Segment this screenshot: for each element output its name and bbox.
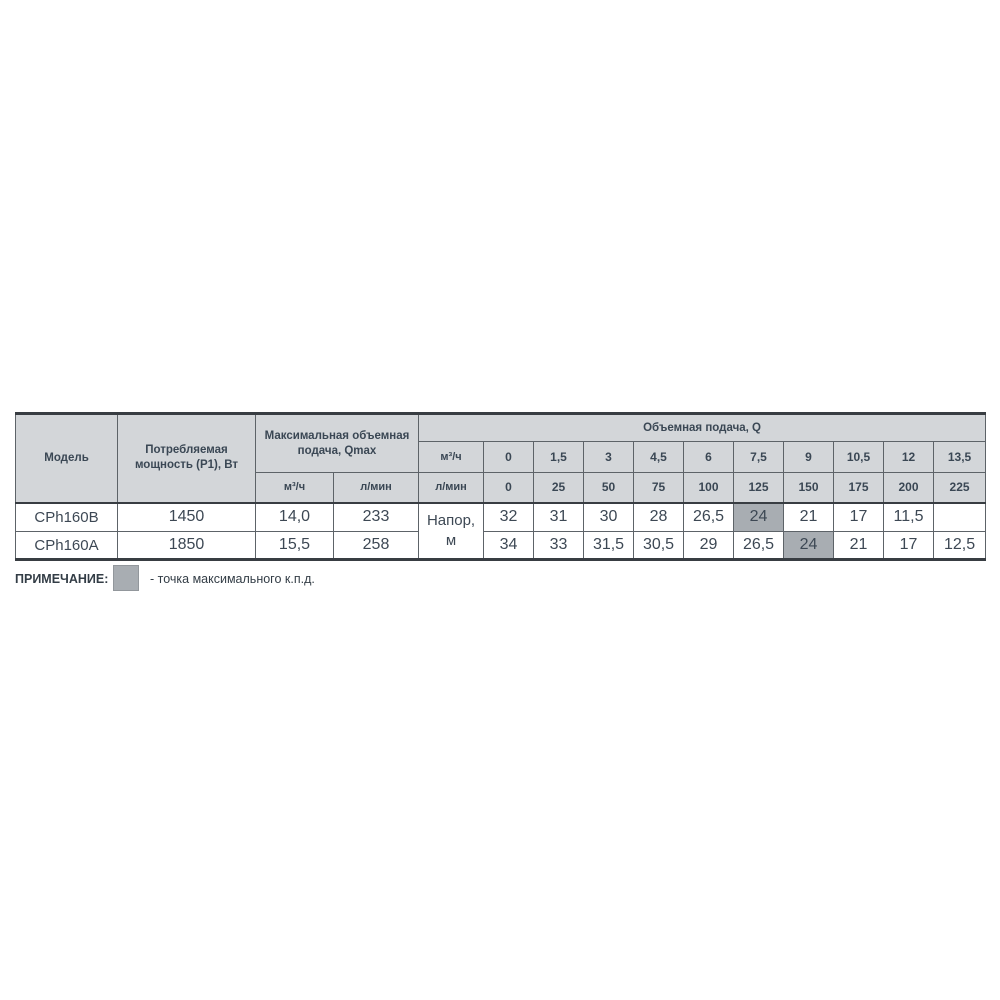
flow-lmin-4: 100 — [684, 473, 734, 503]
qmax-m3h-1: 15,5 — [256, 532, 334, 560]
col-header-power: Потребляемая мощность (P1), Вт — [118, 414, 256, 503]
head-value-1-3: 30,5 — [634, 532, 684, 560]
head-label-line2: м — [445, 531, 457, 549]
head-value-0-1: 31 — [534, 503, 584, 532]
flow-lmin-2: 50 — [584, 473, 634, 503]
flow-m3h-1: 1,5 — [534, 442, 584, 473]
col-header-flow: Объемная подача, Q — [419, 414, 986, 442]
head-value-1-7: 21 — [834, 532, 884, 560]
qmax-lmin-0: 233 — [334, 503, 419, 532]
flow-m3h-3: 4,5 — [634, 442, 684, 473]
head-value-0-2: 30 — [584, 503, 634, 532]
spec-table-wrap — [15, 412, 985, 561]
head-value-0-8: 11,5 — [884, 503, 934, 532]
head-value-0-4: 26,5 — [684, 503, 734, 532]
flow-lmin-7: 175 — [834, 473, 884, 503]
flow-lmin-9: 225 — [934, 473, 986, 503]
flow-m3h-4: 6 — [684, 442, 734, 473]
flow-lmin-0: 0 — [484, 473, 534, 503]
qmax-unit-m3h: м³/ч — [256, 473, 334, 503]
flow-unit-m3h: м³/ч — [419, 442, 484, 473]
head-value-1-9: 12,5 — [934, 532, 986, 560]
head-row-label — [419, 503, 484, 560]
pump-spec-table — [15, 412, 986, 561]
head-value-1-8: 17 — [884, 532, 934, 560]
head-value-0-5: 24 — [734, 503, 784, 532]
head-value-0-0: 32 — [484, 503, 534, 532]
flow-lmin-5: 125 — [734, 473, 784, 503]
model-name-0: CPh160B — [16, 503, 118, 532]
head-value-1-2: 31,5 — [584, 532, 634, 560]
max-efficiency-swatch — [113, 565, 139, 591]
head-value-0-9 — [934, 503, 986, 532]
head-value-1-6: 24 — [784, 532, 834, 560]
qmax-lmin-1: 258 — [334, 532, 419, 560]
flow-lmin-6: 150 — [784, 473, 834, 503]
head-value-1-5: 26,5 — [734, 532, 784, 560]
head-value-1-4: 29 — [684, 532, 734, 560]
flow-unit-lmin: л/мин — [419, 473, 484, 503]
head-value-0-3: 28 — [634, 503, 684, 532]
flow-m3h-5: 7,5 — [734, 442, 784, 473]
qmax-unit-lmin: л/мин — [334, 473, 419, 503]
flow-m3h-9: 13,5 — [934, 442, 986, 473]
note-row — [0, 562, 1000, 598]
head-label-line1: Напор, — [426, 511, 476, 529]
qmax-m3h-0: 14,0 — [256, 503, 334, 532]
model-name-1: CPh160A — [16, 532, 118, 560]
col-header-qmax: Максимальная объемная подача, Qmax — [256, 414, 419, 473]
head-value-1-1: 33 — [534, 532, 584, 560]
flow-m3h-0: 0 — [484, 442, 534, 473]
flow-lmin-3: 75 — [634, 473, 684, 503]
note-label: ПРИМЕЧАНИЕ: — [15, 572, 109, 586]
flow-m3h-2: 3 — [584, 442, 634, 473]
flow-m3h-7: 10,5 — [834, 442, 884, 473]
flow-lmin-8: 200 — [884, 473, 934, 503]
col-header-model: Модель — [16, 414, 118, 503]
head-value-0-6: 21 — [784, 503, 834, 532]
note-text: - точка максимального к.п.д. — [150, 572, 315, 586]
head-value-0-7: 17 — [834, 503, 884, 532]
flow-lmin-1: 25 — [534, 473, 584, 503]
power-1: 1850 — [118, 532, 256, 560]
flow-m3h-8: 12 — [884, 442, 934, 473]
head-value-1-0: 34 — [484, 532, 534, 560]
flow-m3h-6: 9 — [784, 442, 834, 473]
power-0: 1450 — [118, 503, 256, 532]
